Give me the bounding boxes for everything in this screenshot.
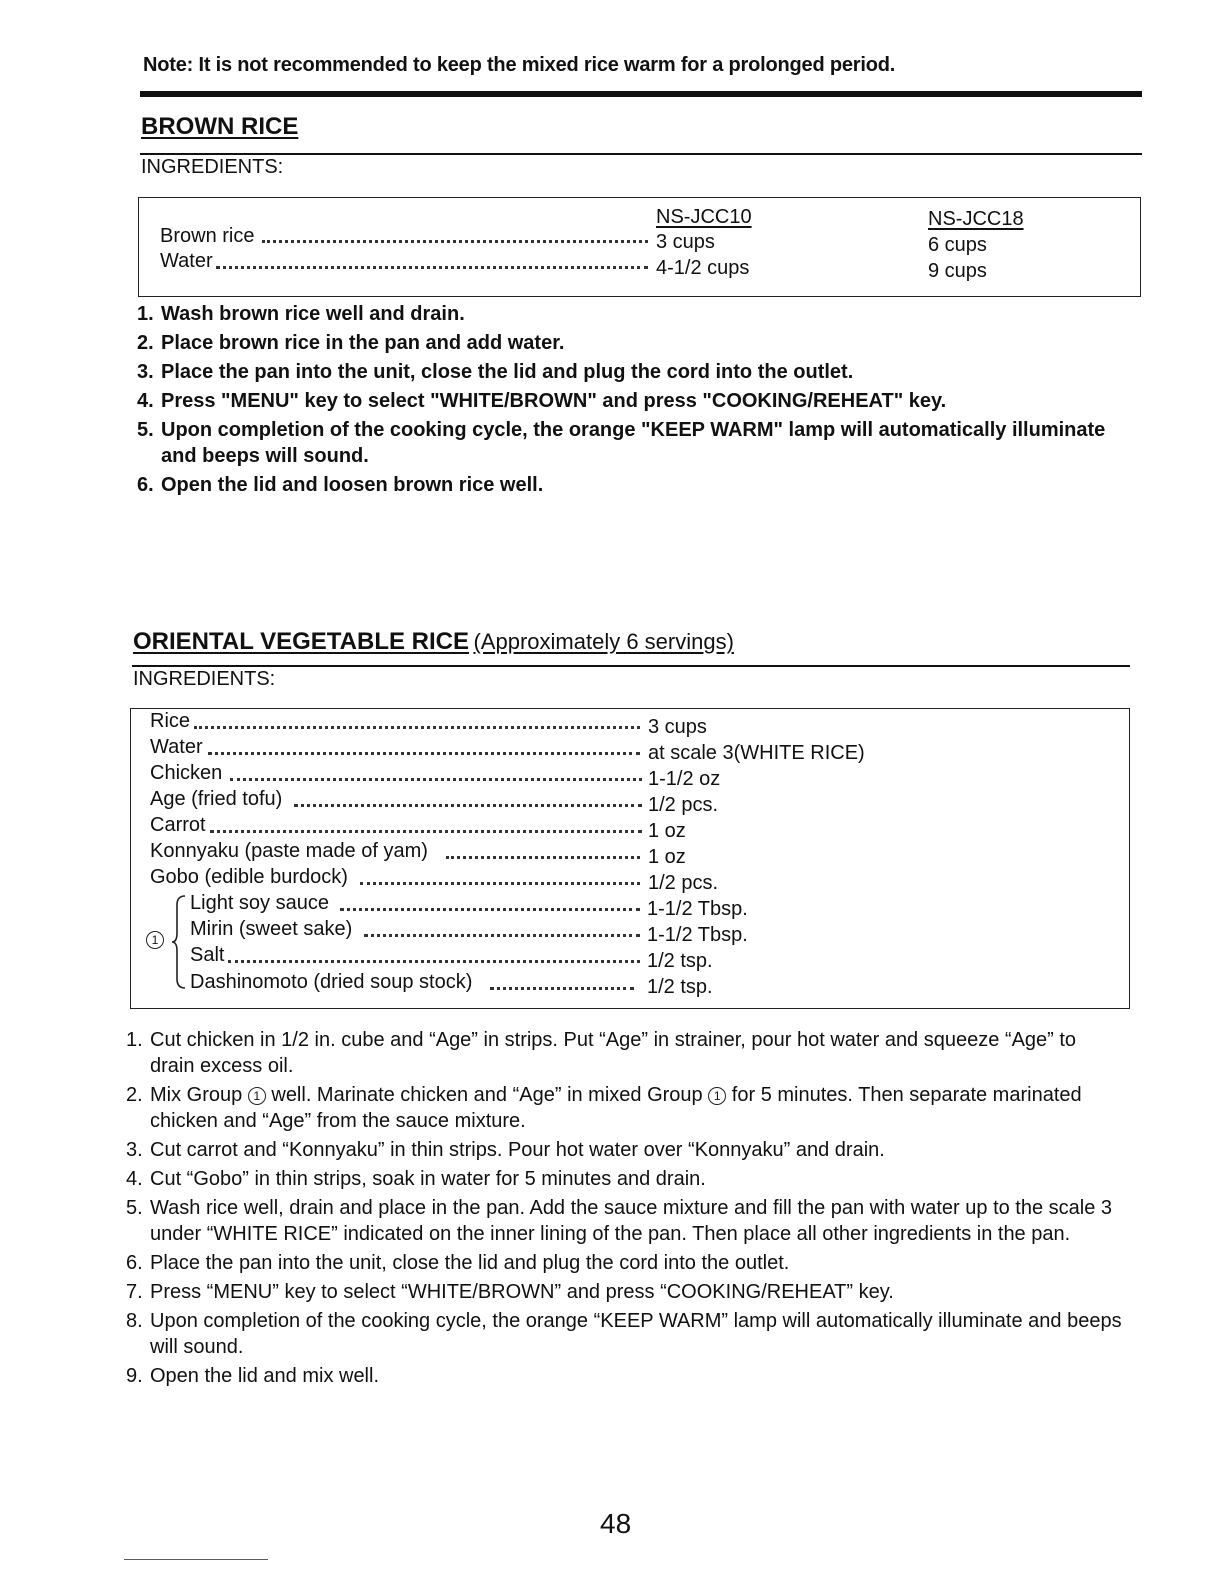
footer-rule	[124, 1559, 268, 1560]
step-item: 2. Place brown rice in the pan and add water.	[137, 332, 565, 354]
brown-rice-title: BROWN RICE	[141, 113, 299, 140]
ingredient-amount: 1/2 pcs.	[648, 794, 719, 816]
oriental-rule	[132, 665, 1130, 667]
oriental-servings: (Approximately 6 servings)	[473, 629, 734, 654]
dot-leader	[262, 240, 648, 243]
step-item: 6. Place the pan into the unit, close the lid and plug the cord into the outlet.	[126, 1252, 790, 1274]
ingredient-amount: 4-1/2 cups	[656, 257, 750, 279]
ingredient-name: Dashinomoto (dried soup stock)	[190, 971, 473, 993]
heavy-divider	[140, 91, 1142, 97]
oriental-title: ORIENTAL VEGETABLE RICE	[133, 628, 470, 655]
ingredient-name: Rice	[150, 710, 191, 732]
step-item: 1. Wash brown rice well and drain.	[137, 303, 465, 325]
ingredient-name: Age (fried tofu)	[150, 788, 283, 810]
step-item: 3. Place the pan into the unit, close the lid and plug the cord into the outlet.	[137, 361, 854, 383]
step-item: 6. Open the lid and loosen brown rice well.	[137, 474, 544, 496]
ingredient-name: Mirin (sweet sake)	[190, 918, 353, 940]
brown-rice-ingredients-label: INGREDIENTS:	[141, 156, 284, 178]
dot-leader	[340, 908, 640, 911]
model-header-nsjcc10: NS-JCC10	[656, 206, 752, 228]
ingredient-name: Water	[150, 736, 203, 758]
dot-leader	[446, 856, 640, 859]
ingredient-amount: 1-1/2 Tbsp.	[647, 898, 748, 920]
dot-leader	[360, 882, 640, 885]
ingredient-amount: at scale 3(WHITE RICE)	[648, 742, 865, 764]
oriental-title-group	[133, 628, 734, 656]
step-item: 4. Press "MENU" key to select "WHITE/BROWN" and press "COOKING/REHEAT" key.	[137, 390, 947, 412]
ingredient-amount: 6 cups	[928, 234, 987, 256]
ingredient-amount: 1 oz	[648, 846, 686, 868]
ingredient-name: Gobo (edible burdock)	[150, 866, 348, 888]
dot-leader	[230, 778, 642, 781]
ingredient-name: Brown rice	[160, 225, 255, 247]
ingredient-amount: 1-1/2 oz	[648, 768, 721, 790]
ingredient-name: Carrot	[150, 814, 206, 836]
group-one-marker	[146, 931, 164, 949]
ingredient-amount: 3 cups	[656, 231, 715, 253]
dot-leader	[490, 987, 634, 990]
circled-number-icon: 1	[708, 1087, 726, 1105]
step-item: 4. Cut “Gobo” in thin strips, soak in water for 5 minutes and drain.	[126, 1168, 706, 1190]
step-item: 7. Press “MENU” key to select “WHITE/BROWN” and press “COOKING/REHEAT” key.	[126, 1281, 894, 1303]
ingredient-amount: 9 cups	[928, 260, 987, 282]
dot-leader	[210, 830, 642, 833]
ingredient-amount: 1/2 tsp.	[647, 976, 713, 998]
ingredient-name: Konnyaku (paste made of yam)	[150, 840, 428, 862]
ingredient-amount: 1/2 tsp.	[647, 950, 713, 972]
ingredient-amount: 1-1/2 Tbsp.	[647, 924, 748, 946]
step-item: 9. Open the lid and mix well.	[126, 1365, 380, 1387]
step-item: 3. Cut carrot and “Konnyaku” in thin strips. Pour hot water over “Konnyaku” and drain.	[126, 1139, 885, 1161]
step-item: 2. Mix Group 1 well. Marinate chicken and “Age” in mixed Group 1 for 5 minutes. Then separate marinated chicken and “Age” from the sauce mixture.	[126, 1084, 1082, 1132]
step-item: 8. Upon completion of the cooking cycle, the orange “KEEP WARM” lamp will automatically illuminate and beeps will sound.	[126, 1310, 1122, 1358]
ingredient-name: Water	[160, 250, 213, 272]
circled-number-icon: 1	[146, 931, 164, 949]
ingredient-name: Salt	[190, 944, 225, 966]
dot-leader	[216, 266, 648, 269]
step-item: 1. Cut chicken in 1/2 in. cube and “Age” in strips. Put “Age” in strainer, pour hot water and squeeze “Age” to drain excess oil.	[126, 1029, 1077, 1077]
note-text: Note: It is not recommended to keep the mixed rice warm for a prolonged period.	[143, 54, 896, 76]
oriental-steps	[126, 1027, 1126, 1392]
step-item: 5. Wash rice well, drain and place in the pan. Add the sauce mixture and fill the pan with water up to the scale 3 under “WHITE RICE” indicated on the inner lining of the pan. Then place all other ingredients in the pan.	[126, 1197, 1113, 1245]
dot-leader	[364, 934, 640, 937]
brown-rice-steps	[137, 301, 1137, 501]
dot-leader	[208, 752, 640, 755]
ingredient-amount: 1/2 pcs.	[648, 872, 719, 894]
ingredient-name: Chicken	[150, 762, 223, 784]
step-item: 5. Upon completion of the cooking cycle, the orange "KEEP WARM" lamp will automatically illuminate and beeps will sound.	[137, 419, 1106, 467]
circled-number-icon: 1	[248, 1087, 266, 1105]
model-header-nsjcc18: NS-JCC18	[928, 208, 1024, 230]
oriental-ingredients-label: INGREDIENTS:	[133, 668, 276, 690]
dot-leader	[194, 726, 640, 729]
ingredient-name: Light soy sauce	[190, 892, 329, 914]
ingredient-amount: 3 cups	[648, 716, 707, 738]
page-number: 48	[600, 1508, 632, 1539]
dot-leader	[294, 804, 642, 807]
group-brace	[171, 895, 187, 989]
brown-rice-rule	[140, 153, 1142, 155]
dot-leader	[228, 960, 640, 963]
ingredient-amount: 1 oz	[648, 820, 686, 842]
